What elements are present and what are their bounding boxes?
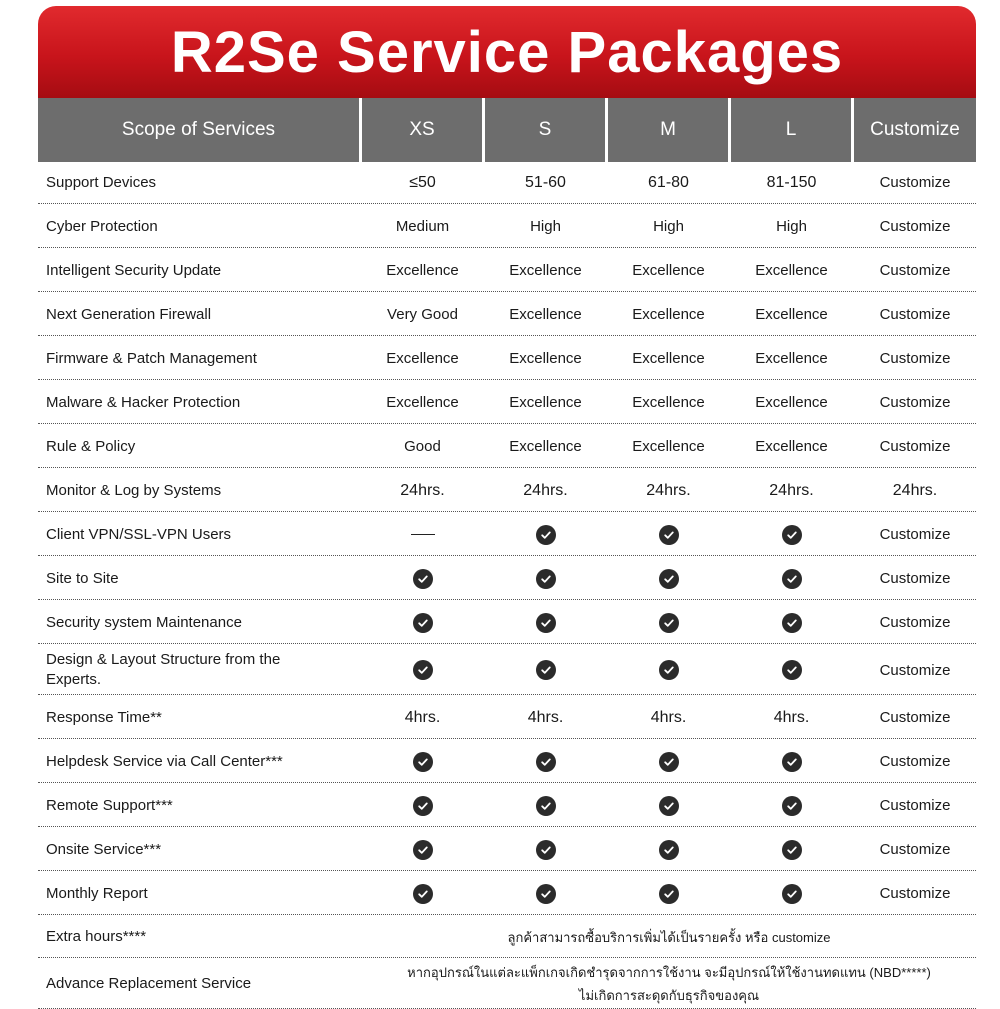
table-row xyxy=(38,426,976,468)
cell-xs xyxy=(362,873,485,914)
cell-customize xyxy=(854,785,976,826)
row-label: Client VPN/SSL-VPN Users xyxy=(38,514,362,555)
table-row xyxy=(38,558,976,600)
row-label: Firmware & Patch Management xyxy=(38,338,362,379)
title-banner xyxy=(38,6,976,98)
cell-l xyxy=(731,470,854,511)
cell-value: Customize xyxy=(879,661,951,679)
cell-xs xyxy=(362,785,485,826)
cell-l xyxy=(731,162,854,203)
cell-value: Customize xyxy=(879,841,951,858)
cell-m xyxy=(608,338,731,379)
cell-value: Excellence xyxy=(386,394,459,411)
cell-value: Excellence xyxy=(386,350,459,367)
cell-customize xyxy=(854,646,976,694)
replacement-note-line-1: หากอุปกรณ์ในแต่ละแพ็กเกจเกิดชำรุดจากการใช้งาน จะมีอุปกรณ์ให้ใช้งานทดแทน (NBD*****) xyxy=(407,965,931,980)
cell-value: Customize xyxy=(879,885,951,902)
cell-l xyxy=(731,382,854,423)
cell-s xyxy=(485,162,608,203)
check-circle-icon xyxy=(659,752,679,772)
cell-l xyxy=(731,426,854,467)
cell-l xyxy=(731,646,854,694)
row-label: Intelligent Security Update xyxy=(38,250,362,291)
cell-m xyxy=(608,602,731,643)
cell-customize xyxy=(854,514,976,555)
cell-customize xyxy=(854,162,976,203)
cell-m xyxy=(608,646,731,694)
cell-value: Medium xyxy=(395,218,450,235)
check-circle-icon xyxy=(659,660,679,680)
cell-value: Customize xyxy=(879,753,951,770)
row-label: Monitor & Log by Systems xyxy=(38,470,362,511)
cell-s xyxy=(485,206,608,247)
cell-m xyxy=(608,162,731,203)
row-label: Response Time** xyxy=(38,697,362,738)
cell-value: 81-150 xyxy=(766,173,817,191)
check-circle-icon xyxy=(413,613,433,633)
row-label: Onsite Service*** xyxy=(38,829,362,870)
check-circle-icon xyxy=(536,840,556,860)
cell-l xyxy=(731,514,854,555)
cell-s xyxy=(485,338,608,379)
cell-m xyxy=(608,382,731,423)
cell-customize xyxy=(854,294,976,335)
cell-xs xyxy=(362,697,485,738)
cell-s xyxy=(485,250,608,291)
cell-xs xyxy=(362,382,485,423)
check-circle-icon xyxy=(536,884,556,904)
cell-value: Excellence xyxy=(755,438,828,455)
page-title: R2Se Service Packages xyxy=(170,19,844,85)
cell-value: Customize xyxy=(879,174,951,191)
row-label: Malware & Hacker Protection xyxy=(38,382,362,423)
table-header xyxy=(38,98,976,162)
cell-m xyxy=(608,250,731,291)
header-xs: XS xyxy=(362,98,482,162)
packages-table xyxy=(38,98,976,1009)
table-body xyxy=(38,162,976,915)
table-row xyxy=(38,697,976,739)
header-customize: Customize xyxy=(854,98,976,162)
cell-value: Excellence xyxy=(632,438,705,455)
cell-xs xyxy=(362,294,485,335)
cell-m xyxy=(608,514,731,555)
cell-m xyxy=(608,785,731,826)
cell-value: Customize xyxy=(879,306,951,323)
cell-m xyxy=(608,741,731,782)
cell-value: 4hrs. xyxy=(527,708,564,726)
cell-value: Customize xyxy=(879,350,951,367)
cell-value: Excellence xyxy=(509,262,582,279)
cell-value: Customize xyxy=(879,709,951,726)
check-circle-icon xyxy=(413,884,433,904)
cell-customize xyxy=(854,250,976,291)
cell-value: Excellence xyxy=(755,394,828,411)
cell-value: Customize xyxy=(879,614,951,631)
cell-customize xyxy=(854,206,976,247)
table-row-advance-replacement xyxy=(38,960,976,1009)
table-row xyxy=(38,646,976,695)
table-row xyxy=(38,741,976,783)
cell-value: Excellence xyxy=(632,306,705,323)
check-circle-icon xyxy=(536,569,556,589)
cell-value: Excellence xyxy=(509,350,582,367)
check-circle-icon xyxy=(782,796,802,816)
header-scope: Scope of Services xyxy=(38,98,359,162)
row-label: Cyber Protection xyxy=(38,206,362,247)
cell-value: Excellence xyxy=(755,306,828,323)
cell-customize xyxy=(854,558,976,599)
cell-xs xyxy=(362,426,485,467)
check-circle-icon xyxy=(782,525,802,545)
check-circle-icon xyxy=(659,840,679,860)
check-circle-icon xyxy=(782,884,802,904)
table-row xyxy=(38,250,976,292)
row-label: Extra hours**** xyxy=(38,917,362,957)
cell-m xyxy=(608,697,731,738)
cell-value: Customize xyxy=(879,526,951,543)
cell-customize xyxy=(854,873,976,914)
cell-value: Excellence xyxy=(509,306,582,323)
cell-value: Excellence xyxy=(755,350,828,367)
check-circle-icon xyxy=(659,613,679,633)
cell-l xyxy=(731,206,854,247)
table-row xyxy=(38,162,976,204)
cell-value: 24hrs. xyxy=(769,481,814,499)
cell-m xyxy=(608,206,731,247)
cell-s xyxy=(485,294,608,335)
cell-value: Customize xyxy=(879,570,951,587)
cell-m xyxy=(608,873,731,914)
cell-xs xyxy=(362,829,485,870)
cell-s xyxy=(485,829,608,870)
cell-customize xyxy=(854,426,976,467)
check-circle-icon xyxy=(413,796,433,816)
cell-value: Customize xyxy=(879,394,951,411)
row-label: Support Devices xyxy=(38,162,362,203)
table-row xyxy=(38,829,976,871)
row-label: Next Generation Firewall xyxy=(38,294,362,335)
check-circle-icon xyxy=(413,660,433,680)
check-circle-icon xyxy=(413,752,433,772)
table-row xyxy=(38,206,976,248)
cell-l xyxy=(731,741,854,782)
cell-l xyxy=(731,785,854,826)
cell-value: Excellence xyxy=(632,262,705,279)
row-label: Site to Site xyxy=(38,558,362,599)
cell-s xyxy=(485,470,608,511)
table-row-extra-hours xyxy=(38,917,976,958)
cell-l xyxy=(731,558,854,599)
row-label: Advance Replacement Service xyxy=(38,960,362,1008)
cell-value: 24hrs. xyxy=(646,481,691,499)
table-row xyxy=(38,602,976,644)
cell-s xyxy=(485,382,608,423)
cell-xs xyxy=(362,602,485,643)
dash-icon xyxy=(411,534,435,535)
check-circle-icon xyxy=(536,796,556,816)
cell-l xyxy=(731,294,854,335)
cell-l xyxy=(731,697,854,738)
cell-s xyxy=(485,558,608,599)
table-row xyxy=(38,785,976,827)
cell-xs xyxy=(362,646,485,694)
header-m: M xyxy=(608,98,728,162)
cell-xs xyxy=(362,558,485,599)
check-circle-icon xyxy=(659,796,679,816)
check-circle-icon xyxy=(782,613,802,633)
row-label: Helpdesk Service via Call Center*** xyxy=(38,741,362,782)
cell-l xyxy=(731,873,854,914)
cell-value: 4hrs. xyxy=(773,708,810,726)
cell-value: High xyxy=(653,218,684,235)
cell-value: Excellence xyxy=(509,394,582,411)
cell-value: 24hrs. xyxy=(892,481,938,499)
cell-xs xyxy=(362,514,485,555)
check-circle-icon xyxy=(782,569,802,589)
cell-customize xyxy=(854,382,976,423)
header-s: S xyxy=(485,98,605,162)
table-row xyxy=(38,514,976,556)
cell-m xyxy=(608,558,731,599)
cell-l xyxy=(731,338,854,379)
check-circle-icon xyxy=(659,569,679,589)
replacement-note-line-2: ไม่เกิดการสะดุดกับธุรกิจของคุณ xyxy=(578,988,760,1003)
cell-s xyxy=(485,426,608,467)
check-circle-icon xyxy=(782,840,802,860)
cell-customize xyxy=(854,741,976,782)
cell-value: Excellence xyxy=(755,262,828,279)
cell-customize xyxy=(854,829,976,870)
header-l: L xyxy=(731,98,851,162)
cell-l xyxy=(731,250,854,291)
cell-value: Customize xyxy=(879,797,951,814)
cell-s xyxy=(485,697,608,738)
cell-xs xyxy=(362,338,485,379)
cell-l xyxy=(731,602,854,643)
check-circle-icon xyxy=(536,752,556,772)
cell-xs xyxy=(362,250,485,291)
cell-value: 24hrs. xyxy=(400,481,445,499)
row-label: Remote Support*** xyxy=(38,785,362,826)
row-label: Monthly Report xyxy=(38,873,362,914)
cell-value: Customize xyxy=(879,438,951,455)
cell-value: 4hrs. xyxy=(650,708,687,726)
cell-value: Excellence xyxy=(632,394,705,411)
table-row xyxy=(38,382,976,424)
check-circle-icon xyxy=(659,884,679,904)
cell-value: 51-60 xyxy=(525,173,566,191)
cell-xs xyxy=(362,741,485,782)
table-row xyxy=(38,873,976,915)
cell-xs xyxy=(362,206,485,247)
check-circle-icon xyxy=(536,613,556,633)
cell-s xyxy=(485,602,608,643)
row-label: Design & Layout Structure from the Experts. xyxy=(38,646,362,694)
check-circle-icon xyxy=(782,752,802,772)
check-circle-icon xyxy=(413,569,433,589)
cell-value: Customize xyxy=(879,262,951,279)
cell-s xyxy=(485,646,608,694)
cell-s xyxy=(485,873,608,914)
extra-hours-note: ลูกค้าสามารถซื้อบริการเพิ่มได้เป็นรายครั้ง หรือ customize xyxy=(507,929,831,945)
cell-value: 61-80 xyxy=(648,173,689,191)
cell-customize xyxy=(854,697,976,738)
cell-m xyxy=(608,829,731,870)
cell-value: ≤50 xyxy=(409,173,436,191)
table-row xyxy=(38,470,976,512)
table-row xyxy=(38,294,976,336)
cell-value: High xyxy=(530,218,561,235)
replacement-note xyxy=(362,960,976,1008)
cell-value: Excellence xyxy=(632,350,705,367)
cell-value: Customize xyxy=(879,218,951,235)
check-circle-icon xyxy=(413,840,433,860)
check-circle-icon xyxy=(536,660,556,680)
check-circle-icon xyxy=(536,525,556,545)
cell-value: Very Good xyxy=(387,306,458,323)
row-label: Rule & Policy xyxy=(38,426,362,467)
cell-m xyxy=(608,294,731,335)
cell-value: High xyxy=(776,218,807,235)
cell-xs xyxy=(362,470,485,511)
cell-customize xyxy=(854,602,976,643)
cell-customize xyxy=(854,470,976,511)
cell-m xyxy=(608,426,731,467)
row-label: Security system Maintenance xyxy=(38,602,362,643)
cell-value: Excellence xyxy=(509,438,582,455)
cell-s xyxy=(485,741,608,782)
cell-value: 24hrs. xyxy=(523,481,568,499)
cell-l xyxy=(731,829,854,870)
cell-s xyxy=(485,785,608,826)
cell-m xyxy=(608,470,731,511)
cell-customize xyxy=(854,338,976,379)
cell-value: 4hrs. xyxy=(404,708,441,726)
cell-value: Excellence xyxy=(386,262,459,279)
cell-s xyxy=(485,514,608,555)
table-row xyxy=(38,338,976,380)
check-circle-icon xyxy=(659,525,679,545)
check-circle-icon xyxy=(782,660,802,680)
cell-xs xyxy=(362,162,485,203)
cell-value: Good xyxy=(404,438,441,455)
